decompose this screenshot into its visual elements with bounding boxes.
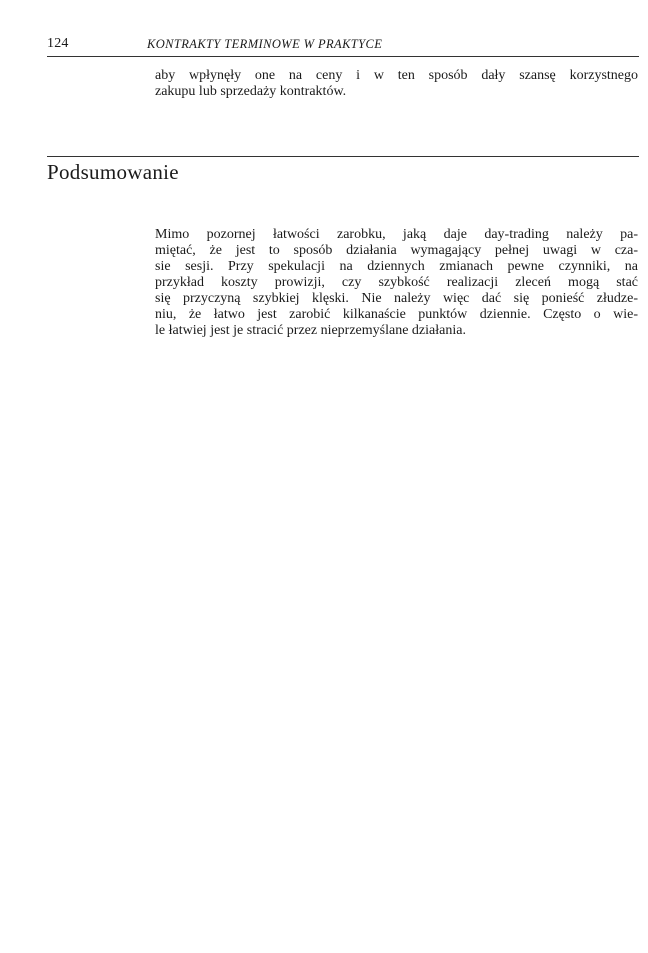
summary-line: przykład koszty prowizji, czy szybkość realizacji zleceń mogą stać (155, 275, 638, 290)
summary-paragraph (155, 227, 638, 339)
summary-line: się przyczyną szybkiej klęski. Nie należy więc dać się ponieść złudze- (155, 291, 638, 306)
running-header (47, 36, 637, 54)
summary-line: niu, że łatwo jest zarobić kilkanaście punktów dziennie. Często o wie- (155, 307, 638, 322)
summary-line: sie sesji. Przy spekulacji na dziennych zmianach pewne czynniki, na (155, 259, 638, 274)
intro-line: zakupu lub sprzedaży kontraktów. (155, 84, 347, 99)
header-rule (47, 56, 639, 57)
page-number: 124 (47, 36, 69, 51)
intro-line: aby wpłynęły one na ceny i w ten sposób dały szansę korzystnego (155, 68, 638, 83)
section-rule (47, 156, 639, 157)
running-title: KONTRAKTY TERMINOWE W PRAKTYCE (147, 37, 383, 51)
summary-line: Mimo pozornej łatwości zarobku, jaką daje day-trading należy pa- (155, 227, 638, 242)
section-heading: Podsumowanie (47, 160, 179, 184)
summary-line: le łatwiej jest je stracić przez nieprzemyślane działania. (155, 323, 466, 338)
intro-paragraph (155, 68, 638, 100)
summary-line: miętać, że jest to sposób działania wymagający pełnej uwagi w cza- (155, 243, 638, 258)
